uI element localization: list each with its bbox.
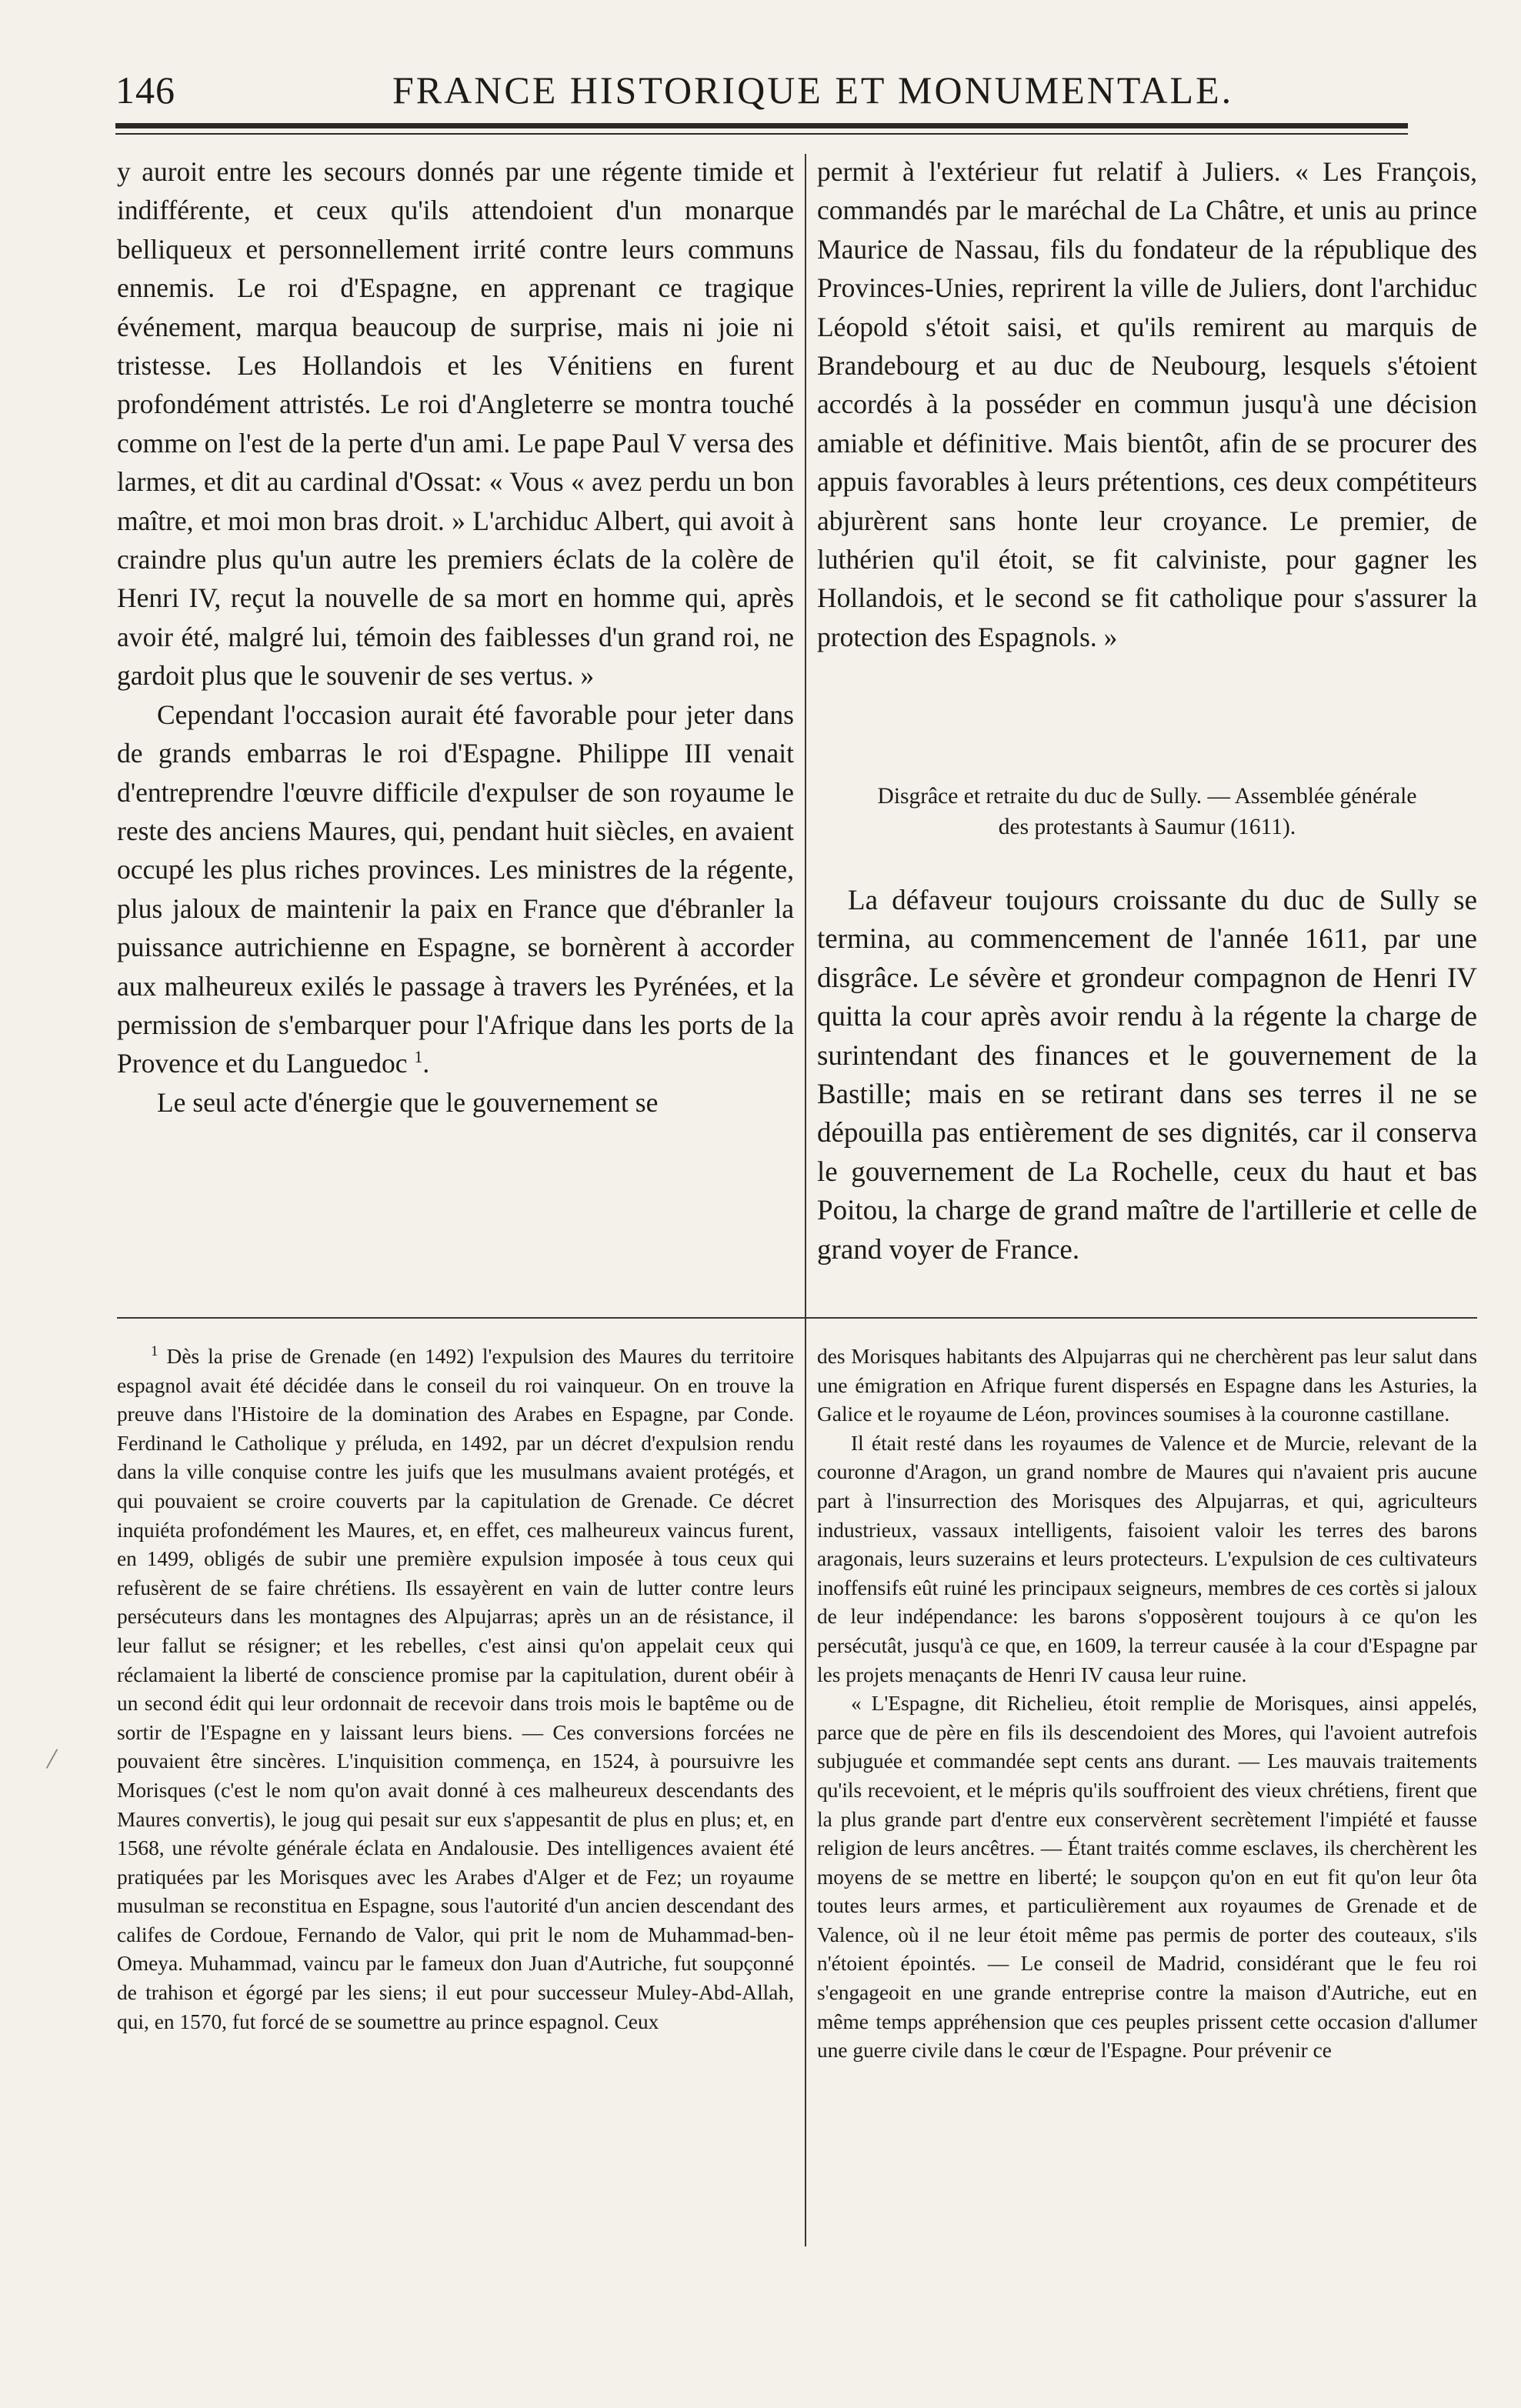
left-paragraph-1: y auroit entre les secours donnés par une régente timide et indifférente, et ceux qu'ils attendoient d'un monarque belliqueux et personnellement irrité contre leurs communs ennemis. Le roi d'Espagne, en apprenant ce tragique événement, marqua beaucoup de surprise, mais ni joie ni tristesse. Les Hollandois et les Vénitiens en furent profondément attristés. Le roi d'Angleterre se montra touché comme on l'est de la perte d'un ami. Le pape Paul V versa des larmes, et dit au cardinal d'Ossat: « Vous « avez perdu un bon maître, et moi mon bras droit. » L'archiduc Albert, qui avoit à craindre plus qu'un autre les premiers éclats de la colère de Henri IV, reçut la nouvelle de sa mort en homme qui, après avoir été, malgré lui, témoin des faiblesses d'un grand roi, ne gardoit plus que le souvenir de ses vertus. »	[117, 156, 794, 692]
right-paragraph-2: La défaveur toujours croissante du duc de Sully se termina, au commencement de l'année 1611, par une disgrâce. Le sévère et grondeur compagnon de Henri IV quitta la cour après avoir rendu à la régente la charge de surintendant des finances et le gouvernement de la Bastille; mais en se retirant dans ses terres il ne se dépouilla pas entièrement de ses dignités, car il conserva le gouvernement de La Rochelle, ceux du haut et bas Poitou, la charge de grand maître de l'artillerie et celle de grand voyer de France.	[817, 885, 1477, 1266]
footnote-right-paragraph-2: Il était resté dans les royaumes de Valence et de Murcie, relevant de la couronne d'Aragon, un grand nombre de Maures qui n'avaient pris aucune part à l'insurrection des Morisques des Alpujarras, et qui, agriculteurs industrieux, vassaux intelligents, faisoient valoir les terres des barons aragonais, leurs suzerains et leurs protecteurs. L'expulsion de ces cultivateurs inoffensifs eût ruiné les principaux seigneurs, membres de ces cortès si jaloux de leur indépendance: les barons s'opposèrent toujours à ce qu'on les persécutât, jusqu'à ce que, en 1609, la terreur causée à la cour d'Espagne par les projets menaçants de Henri IV causa leur ruine.	[817, 1431, 1477, 1686]
footnote-right-paragraph-3: « L'Espagne, dit Richelieu, étoit remplie de Morisques, ainsi appelés, parce que de père en fils ils descendoient des Mores, qui l'avoient autrefois subjuguée et commandée sept cents ans durant. — Les mauvais traitements qu'ils recevoient, et le mépris qu'ils souffroient des vieux chrétiens, firent que la plus grande part d'entre eux conservèrent secrètement l'impiété et fausse religion de leurs ancêtres. — Étant traités comme esclaves, ils cherchèrent les moyens de se mettre en liberté; le soupçon qu'on en eut fit qu'on leur ôta toutes leurs armes, et particulièrement aux royaumes de Grenade et de Valence, où il ne leur étoit même pas permis de porter des couteaux, s'ils n'étoient épointés. — Le conseil de Madrid, considérant que le feu roi s'engageoit en une grande entreprise contre la maison d'Autriche, eut en même temps appréhension que ces peuples prissent cette occasion d'allumer une guerre civile dans le cœur de l'Espagne. Pour prévenir ce	[817, 1692, 1477, 2063]
page-header	[115, 52, 1408, 114]
footnote-text: Dès la prise de Grenade (en 1492) l'expulsion des Maures du territoire espagnol avait été décidée dans le conseil du roi vainqueur. On en trouve la preuve dans l'Histoire de la domination des Arabes en Espagne, par Conde. Ferdinand le Catholique y préluda, en 1492, par un décret d'expulsion rendu dans la ville conquise contre les juifs que les musulmans avaient protégés, et qui pouvaient se croire couverts par la capitulation de Grenade. Ce décret inquiéta profondément les Maures, et, en effet, ces malheureux vaincus furent, en 1499, obligés de subir une première expulsion imposée à tous ceux qui refusèrent de se faire chrétiens. Ils essayèrent en vain de lutter contre leurs persécuteurs dans les montagnes des Alpujarras; après un an de résistance, il leur fallut se résigner; et les rebelles, c'est ainsi qu'on appelait ceux qui réclamaient la liberté de conscience promise par la capitulation, durent obéir à un second édit qui leur ordonnait de recevoir dans trois mois le baptême ou de sortir de l'Espagne en y laissant leurs biens. — Ces conversions forcées ne pouvaient être sincères. L'inquisition commença, en 1524, à poursuivre les Morisques (c'est le nom qu'on avait donné à ces malheureux descendants des Maures convertis), le joug qui pesait sur eux s'appesantit de plus en plus; et, en 1568, une révolte générale éclata en Andalousie. Des intelligences avaient été pratiquées par les Morisques avec les Arabes d'Alger et de Fez; un royaume musulman se reconstitua en Espagne, sous l'autorité d'un ancien descendant des califes de Cordoue, Fernando de Valor, qui prit le nom de Muhammad-ben-Omeya. Muhammad, vaincu par le fameux don Juan d'Autriche, fut soupçonné de trahison et égorgé par les siens; il eut pour successeur Muley-Abd-Allah, qui, en 1570, fut forcé de se soumettre au prince espagnol. Ceux	[117, 1345, 794, 2033]
page-number: 146	[115, 68, 175, 112]
left-column	[117, 152, 794, 1122]
footnote-right-column	[817, 1342, 1477, 2066]
footnote-rule	[117, 1317, 1477, 1319]
margin-mark: /	[45, 1740, 59, 1776]
column-divider	[805, 154, 806, 2246]
right-paragraph-1: permit à l'extérieur fut relatif à Juliers. « Les François, commandés par le maréchal de La Châtre, et unis au prince Maurice de Nassau, fils du fondateur de la république des Provinces-Unies, reprirent la ville de Juliers, dont l'archiduc Léopold s'étoit saisi, et qu'ils remirent au marquis de Brandebourg et au duc de Neubourg, lesquels s'étoient accordés à la posséder en commun jusqu'à une décision amiable et définitive. Mais bientôt, afin de se procurer des appuis favorables à leurs prétentions, ces deux compétiteurs abjurèrent sans honte leur croyance. Le premier, de luthérien qu'il étoit, se fit calviniste, pour gagner les Hollandois, et le second se fit catholique pour s'assurer la protection des Espagnols. »	[817, 156, 1477, 652]
left-paragraph-2	[117, 695, 794, 1083]
left-paragraph-2-end: .	[422, 1048, 430, 1079]
section-heading-line-1: Disgrâce et retraite du duc de Sully. — Assemblée générale	[877, 784, 1417, 809]
section-heading	[817, 781, 1477, 842]
footnote-left-column	[117, 1342, 794, 2036]
running-title: FRANCE HISTORIQUE ET MONUMENTALE.	[392, 68, 1234, 112]
left-paragraph-2-text: Cependant l'occasion aurait été favorable pour jeter dans de grands embarras le roi d'Espagne. Philippe III venait d'entreprendre l'œuvre difficile d'expulser de son royaume le reste des anciens Maures, qui, pendant huit siècles, en avaient occupé les plus riches provinces. Les ministres de la régente, plus jaloux de maintenir la paix en France que d'ébranler la puissance autrichienne en Espagne, se bornèrent à accorder aux malheureux exilés le passage à travers les Pyrénées, et la permission de s'embarquer pour l'Afrique dans les ports de la Provence et du Languedoc	[117, 699, 794, 1079]
left-paragraph-3: Le seul acte d'énergie que le gouvernement se	[157, 1086, 659, 1118]
footnote-reference: 1	[414, 1047, 423, 1067]
header-rule-thick	[115, 123, 1408, 128]
footnote-mark: 1	[151, 1342, 158, 1359]
footnote-right-paragraph-1: des Morisques habitants des Alpujarras qui ne cherchèrent pas leur salut dans une émigration en Afrique furent dispersés en Espagne dans les Asturies, la Galice et le royaume de Léon, provinces soumises à la couronne castillane.	[817, 1345, 1477, 1426]
footnote-paragraph-1	[117, 1342, 794, 2036]
section-heading-line-2: des protestants à Saumur (1611).	[998, 815, 1296, 839]
right-column-section	[817, 882, 1477, 1269]
right-column	[817, 152, 1477, 656]
header-rule-thin	[115, 133, 1408, 135]
